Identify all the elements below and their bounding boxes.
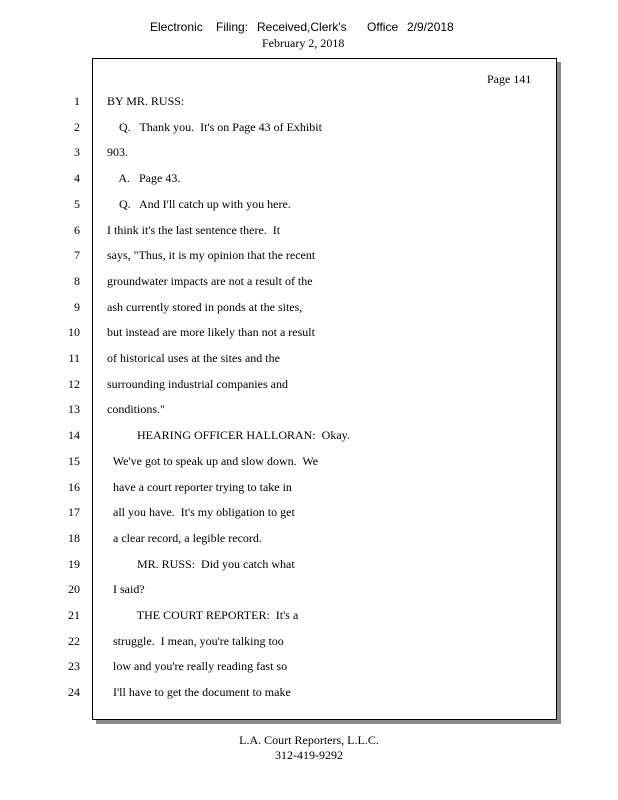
line-number: 22 [68,633,80,648]
footer-phone: 312-419-9292 [275,748,343,762]
line-number: 17 [68,505,80,520]
line-number: 12 [68,376,80,391]
stamp-filing: Filing: [216,20,249,34]
line-number: 9 [74,299,80,314]
line-number: 24 [68,685,80,700]
line-text: BY MR. RUSS: [107,94,185,108]
line-text: surrounding industrial companies and [107,376,288,391]
line-text: conditions." [107,402,165,417]
line-number: 7 [74,248,80,263]
line-text: 903. [107,145,128,160]
line-text: groundwater impacts are not a result of the [107,273,313,288]
line-number: 14 [68,428,80,443]
stamp-received: Received,Clerk's [257,20,347,34]
footer-company: L.A. Court Reporters, L.L.C. [239,733,379,747]
line-number: 3 [74,145,80,160]
page-number: Page 141 [487,72,532,86]
line-text: HEARING OFFICER HALLORAN: Okay. [107,428,350,443]
line-text: all you have. It's my obligation to get [107,505,295,520]
line-number: 19 [68,556,80,571]
line-number: 1 [74,94,80,108]
line-text: but instead are more likely than not a result [107,325,315,340]
line-text: struggle. I mean, you're talking too [107,633,284,648]
line-text: of historical uses at the sites and the [107,351,280,365]
line-number: 23 [68,659,80,674]
line-text: have a court reporter trying to take in [107,479,292,494]
line-text: MR. RUSS: Did you catch what [107,556,295,571]
line-text: I said? [107,582,145,597]
line-text: a clear record, a legible record. [107,530,262,545]
line-text: ash currently stored in ponds at the sites, [107,299,303,314]
line-text: Q. Thank you. It's on Page 43 of Exhibit [107,119,322,134]
stamp-electronic: Electronic [150,20,203,34]
line-number: 18 [68,530,80,545]
line-text: says, "Thus, it is my opinion that the recent [107,248,316,263]
stamp-filed-date: 2/9/2018 [407,20,454,34]
filing-stamp [0,20,618,36]
line-number: 10 [68,325,80,340]
line-number: 11 [68,351,80,365]
line-text: I'll have to get the document to make [107,685,291,700]
line-number: 5 [74,196,80,211]
line-number: 16 [68,479,80,494]
line-text: A. Page 43. [107,171,181,186]
stamp-office: Office [367,20,399,34]
transcript-date: February 2, 2018 [262,36,345,50]
line-number: 13 [68,402,80,417]
line-number: 21 [68,608,80,622]
line-text: Q. And I'll catch up with you here. [107,196,291,211]
line-number: 8 [74,273,80,288]
line-text: I think it's the last sentence there. It [107,222,281,237]
line-number: 2 [74,119,80,134]
line-text: low and you're really reading fast so [107,659,288,674]
line-number: 6 [74,222,80,237]
line-text: We've got to speak up and slow down. We [107,453,319,468]
line-text: THE COURT REPORTER: It's a [107,608,299,622]
line-number: 4 [74,171,80,186]
line-number: 20 [68,582,80,597]
line-number: 15 [68,453,80,468]
